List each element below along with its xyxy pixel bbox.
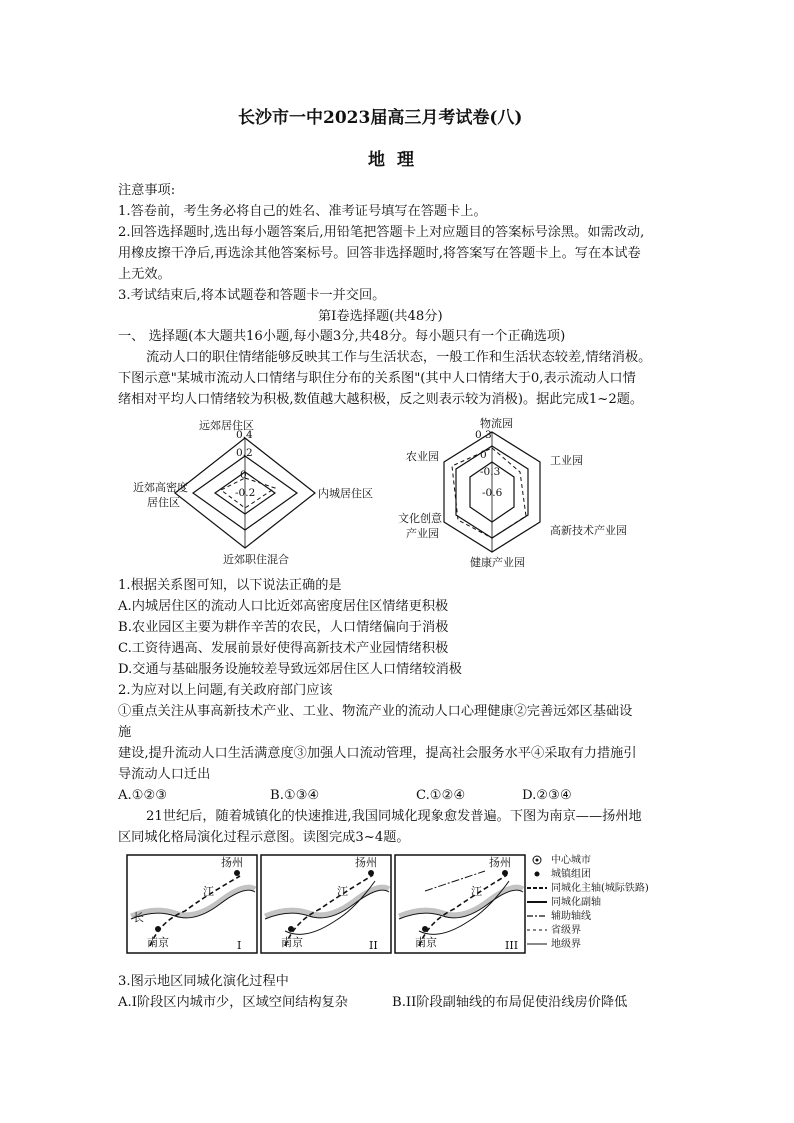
legend-aux-axis: 辅助轴线 xyxy=(551,911,591,922)
panel-number: I xyxy=(237,939,242,952)
legend-center-city: 中心城市 xyxy=(551,855,591,866)
notice-item: 3.考试结束后,将本试题卷和答题卡一并交回。 xyxy=(118,288,386,303)
label-jiang: 江 xyxy=(471,885,482,898)
nanjing-marker xyxy=(288,926,294,932)
question-2-stem: 2.为应对以上问题,有关政府部门应该 xyxy=(118,683,333,698)
question-1-option-a: A.内城居住区的流动人口比近郊高密度居住区情绪更积极 xyxy=(118,599,449,614)
yangzhou-marker xyxy=(368,870,374,876)
yangzhou-marker xyxy=(234,870,240,876)
label-chang: 长 xyxy=(133,911,144,924)
tick-label: 0.3 xyxy=(475,429,492,441)
legend-province: 省级界 xyxy=(551,925,581,936)
map-legend xyxy=(527,853,649,950)
exam-title: 长沙市一中2023届高三月考试卷(八) xyxy=(238,108,523,128)
notice-item: 用橡皮擦干净后,再选涂其他答案标号。回答非选择题时,将答案写在答题卡上。写在本试卷 xyxy=(118,246,641,261)
notice-item: 上无效。 xyxy=(118,267,171,282)
label-nanjing: 南京 xyxy=(281,936,303,949)
legend-symbol-town xyxy=(535,872,540,877)
question-1-option-b: B.农业园区主要为耕作辛苦的农民，人口情绪偏向于消极 xyxy=(118,620,449,635)
question-2-option-a: A.①②③ xyxy=(118,788,168,803)
passage-line: 区同城化格局演化过程示意图。读图完成3~4题。 xyxy=(118,830,410,845)
axis-label-culture: 文化创意 xyxy=(398,512,442,525)
panel-number: II xyxy=(369,939,378,952)
legend-prefecture: 地级界 xyxy=(551,939,581,950)
panel-number: III xyxy=(505,939,519,952)
axis-label-health: 健康产业园 xyxy=(470,556,525,569)
question-3-stem: 3.图示地区同城化演化过程中 xyxy=(118,974,289,989)
question-2-line: 导流动人口迁出 xyxy=(118,767,211,782)
exam-subject: 地理 xyxy=(368,150,426,170)
notice-item: 1.答卷前，考生务必将自己的姓名、准考证号填写在答题卡上。 xyxy=(118,204,487,219)
axis-label-far-suburb: 远郊居住区 xyxy=(199,419,254,432)
passage-line: 下图示意"某城市流动人口情绪与职住分布的关系图"(其中人口情绪大于0,表示流动人口情 xyxy=(118,371,636,386)
tick-label: 0 xyxy=(480,449,487,461)
integration-map xyxy=(125,851,685,961)
passage-line: 21世纪后，随着城镇化的快速推进,我国同城化现象愈发普遍。下图为南京——扬州地 xyxy=(146,809,642,824)
section-instruction: 一、 选择题(本大题共16小题,每小题3分,共48分。每小题只有一个正确选项) xyxy=(118,329,566,344)
tick-label: 0.2 xyxy=(236,447,253,459)
question-2-line: 建设,提升流动人口生活满意度③加强人口流动管理，提高社会服务水平④采取有力措施引 xyxy=(118,746,637,761)
question-1-stem: 1.根据关系图可知，以下说法正确的是 xyxy=(118,578,342,593)
axis-label-mixed: 近郊职住混合 xyxy=(223,553,289,566)
part-title: 第Ⅰ卷选择题(共48分) xyxy=(318,309,443,324)
question-2-line: ①重点关注从事高新技术产业、工业、物流产业的流动人口心理健康②完善远郊区基础设 xyxy=(118,704,633,719)
axis-label-high-density: 近郊高密度 xyxy=(133,481,188,494)
label-nanjing: 南京 xyxy=(147,936,169,949)
axis-label-industrial: 工业园 xyxy=(550,454,583,467)
label-yangzhou: 扬州 xyxy=(489,856,511,869)
tick-label: -0.6 xyxy=(482,487,503,499)
passage-line: 绪相对平均人口情绪较为积极,数值越大越积极，反之则表示较为消极)。据此完成1~2题。 xyxy=(118,392,644,407)
label-jiang: 江 xyxy=(337,885,348,898)
axis-label-high-density-2: 居住区 xyxy=(147,496,180,509)
question-3-option-b: B.II阶段副轴线的布局促使沿线房价降低 xyxy=(392,995,628,1010)
notice-heading: 注意事项: xyxy=(118,183,176,198)
question-2-option-d: D.②③④ xyxy=(522,788,572,803)
question-2-line: 施 xyxy=(118,725,132,740)
axis-label-culture-2: 产业园 xyxy=(406,527,439,540)
axis-label-agriculture: 农业园 xyxy=(406,450,439,463)
legend-town-group: 城镇组团 xyxy=(551,869,591,880)
tick-label: 0 xyxy=(240,469,247,481)
axis-label-hightech: 高新技术产业园 xyxy=(550,524,627,537)
map-panel-1 xyxy=(127,855,257,953)
question-2-option-c: C.①②④ xyxy=(416,788,466,803)
yangzhou-marker xyxy=(502,870,508,876)
tick-label: -0.2 xyxy=(235,487,256,499)
label-jiang: 江 xyxy=(203,885,214,898)
radar-chart-residence xyxy=(125,418,373,568)
notice-item: 2.回答选择题时,选出每小题答案后,用铅笔把答题卡上对应题目的答案标号涂黑。如需改动, xyxy=(118,225,645,240)
map-panel-3 xyxy=(395,855,525,953)
axis-label-inner-city: 内城居住区 xyxy=(318,487,373,500)
nanjing-marker xyxy=(155,926,161,932)
label-yangzhou: 扬州 xyxy=(221,856,243,869)
radar-chart-industry xyxy=(392,418,652,570)
label-nanjing: 南京 xyxy=(415,936,437,949)
legend-sub-axis: 同城化副轴 xyxy=(551,897,601,908)
map-panel-2 xyxy=(261,855,391,953)
tick-label: -0.3 xyxy=(480,466,501,478)
passage-line: 流动人口的职住情绪能够反映其工作与生活状态，一般工作和生活状态较差,情绪消极。 xyxy=(146,350,652,365)
tick-label: 0.4 xyxy=(236,429,253,441)
question-1-option-c: C.工资待遇高、发展前景好使得高新技术产业园情绪积极 xyxy=(118,641,449,656)
axis-label-logistics: 物流园 xyxy=(480,417,513,430)
label-yangzhou: 扬州 xyxy=(355,856,377,869)
question-2-option-b: B.①③④ xyxy=(270,788,320,803)
legend-main-axis: 同城化主轴(城际铁路) xyxy=(551,883,649,894)
nanjing-marker xyxy=(422,926,428,932)
question-3-option-a: A.I阶段区内城市少，区域空间结构复杂 xyxy=(118,995,348,1010)
question-1-option-d: D.交通与基础服务设施较差导致远郊居住区人口情绪较消极 xyxy=(118,662,462,677)
